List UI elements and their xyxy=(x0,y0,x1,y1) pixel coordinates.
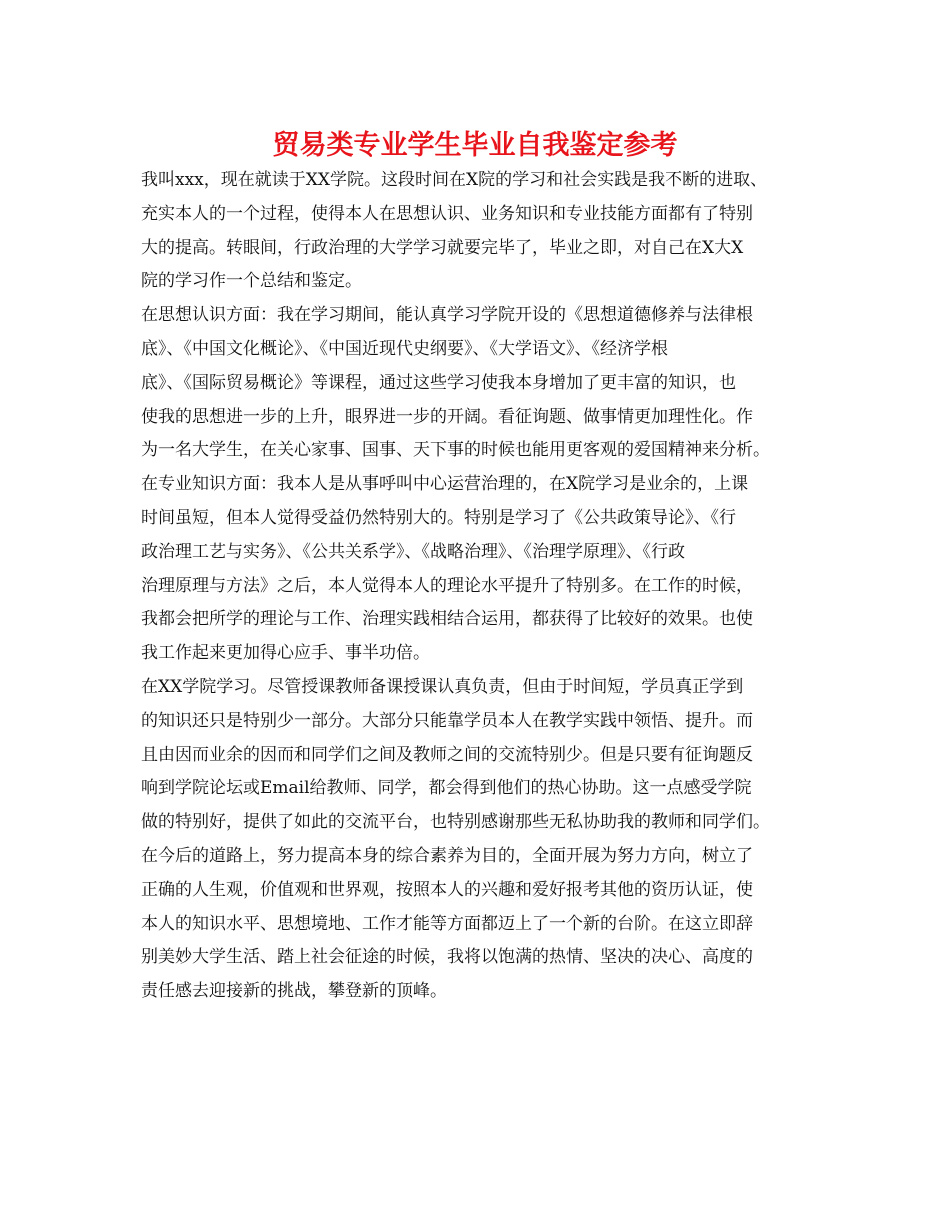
document-body xyxy=(141,164,831,1009)
text-line: 为一名大学生，在关心家事、国事、天下事的时候也能用更客观的爱国精神来分析。 xyxy=(141,440,770,461)
text-line: 在专业知识方面：我本人是从事呼叫中心运营治理的，在X院学习是业余的，上课 xyxy=(141,474,749,495)
text-line: 的知识还只是特别少一部分。大部分只能靠学员本人在教学实践中领悟、提升。而 xyxy=(141,710,753,731)
text-line: 政治理工艺与实务》、《公共关系学》、《战略治理》、《治理学原理》、《行政 xyxy=(141,541,685,562)
text-line: 在今后的道路上，努力提高本身的综合素养为目的，全面开展为努力方向，树立了 xyxy=(141,845,753,866)
text-line: 使我的思想进一步的上升，眼界进一步的开阔。看征询题、做事情更加理性化。作 xyxy=(141,406,753,427)
text-line: 我叫xxx，现在就读于XX学院。这段时间在X院的学习和社会实践是我不断的进取、 xyxy=(141,170,768,190)
text-line: 治理原理与方法》之后，本人觉得本人的理论水平提升了特别多。在工作的时候， xyxy=(141,575,753,596)
text-line: 别美妙大学生活、踏上社会征途的时候，我将以饱满的热情、坚决的决心、高度的 xyxy=(141,947,753,968)
text-line: 充实本人的一个过程，使得本人在思想认识、业务知识和专业技能方面都有了特别 xyxy=(141,203,753,224)
text-line: 院的学习作一个总结和鉴定。 xyxy=(141,271,362,292)
text-line: 责任感去迎接新的挑战，攀登新的顶峰。 xyxy=(141,981,447,1002)
text-line: 我工作起来更加得心应手、事半功倍。 xyxy=(141,643,430,664)
text-line: 在思想认识方面：我在学习期间，能认真学习学院开设的《思想道德修养与法律根 xyxy=(141,305,753,326)
text-line: 正确的人生观，价值观和世界观，按照本人的兴趣和爱好报考其他的资历认证，使 xyxy=(141,879,753,900)
text-line: 我都会把所学的理论与工作、治理实践相结合运用，都获得了比较好的效果。也使 xyxy=(141,609,753,630)
text-line: 底》、《中国文化概论》、《中国近现代史纲要》、《大学语文》、《经济学根 xyxy=(141,338,668,359)
text-line: 大的提高。转眼间，行政治理的大学学习就要完毕了，毕业之即，对自己在X大X xyxy=(141,237,744,258)
text-line: 本人的知识水平、思想境地、工作才能等方面都迈上了一个新的台阶。在这立即辞 xyxy=(141,913,753,934)
text-line: 且由因而业余的因而和同学们之间及教师之间的交流特别少。但是只要有征询题反 xyxy=(141,744,753,765)
text-line: 时间虽短，但本人觉得受益仍然特别大的。特别是学习了《公共政策导论》、《行 xyxy=(141,507,736,528)
text-line: 响到学院论坛或Email给教师、同学，都会得到他们的热心协助。这一点感受学院 xyxy=(141,778,752,799)
text-line: 底》、《国际贸易概论》等课程，通过这些学习使我本身增加了更丰富的知识，也 xyxy=(141,372,736,393)
text-line: 在XX学院学习。尽管授课教师备课授课认真负责，但由于时间短，学员真正学到 xyxy=(141,676,744,697)
text-line: 做的特别好，提供了如此的交流平台，也特别感谢那些无私协助我的教师和同学们。 xyxy=(141,812,770,833)
document-title: 贸易类专业学生毕业自我鉴定参考 xyxy=(272,130,678,161)
